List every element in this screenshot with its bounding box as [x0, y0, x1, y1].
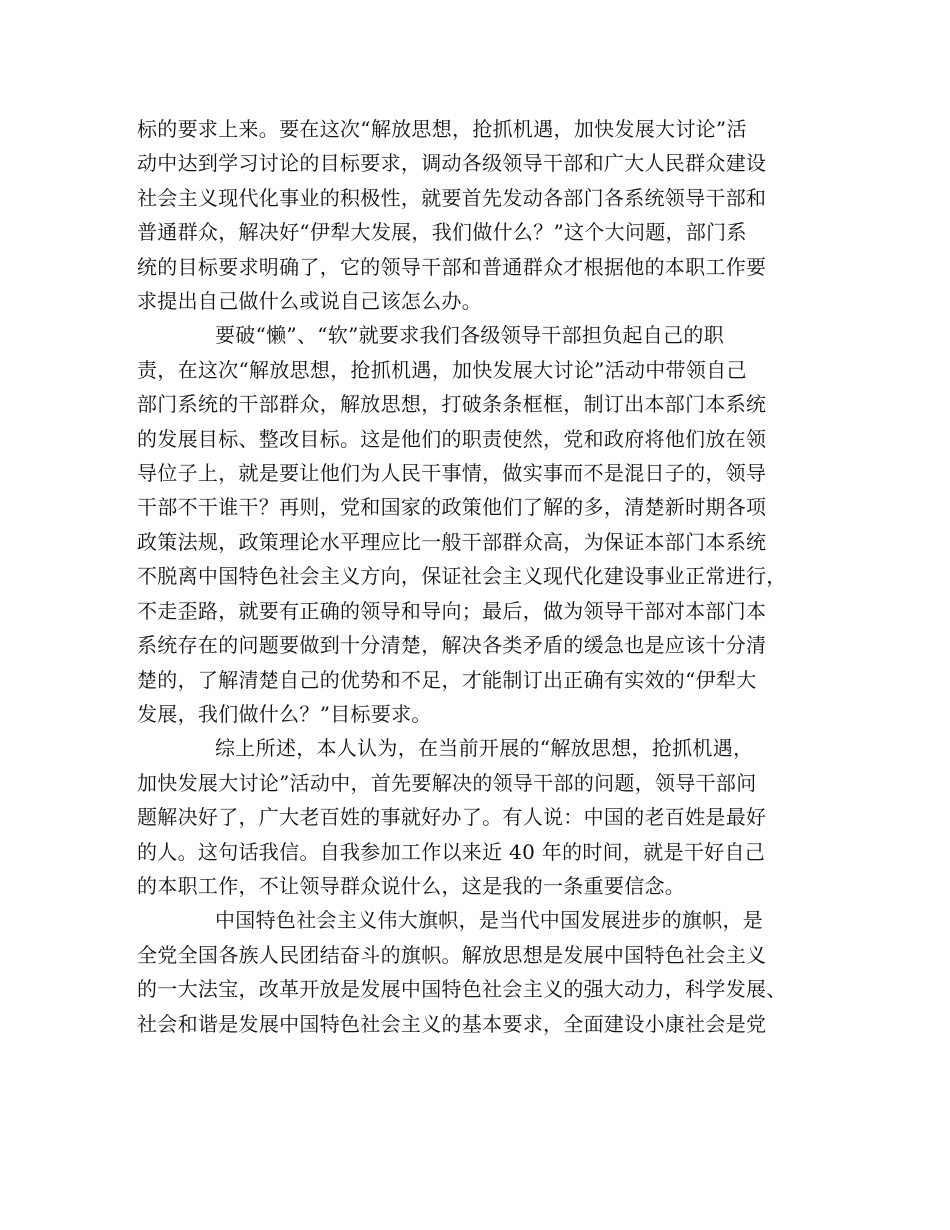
text-line: 楚的，了解清楚自己的优势和不足，才能制订出正确有实效的“伊犁大	[137, 667, 757, 692]
text-line: 动中达到学习讨论的目标要求，调动各级领导干部和广大人民群众建设	[137, 151, 767, 176]
text-line: 统的目标要求明确了，它的领导干部和普通群众才根据他的本职工作要	[137, 254, 767, 279]
text-line: 普通群众，解决好“伊犁大发展，我们做什么？”这个大问题，部门系	[137, 220, 747, 245]
text-line: 的本职工作，不让领导群众说什么，这是我的一条重要信念。	[137, 873, 686, 898]
text-line: 的发展目标、整改目标。这是他们的职责使然，党和政府将他们放在领	[137, 426, 767, 451]
text-line: 题解决好了，广大老百姓的事就好办了。有人说：中国的老百姓是最好	[137, 805, 767, 830]
text-line: 的人。这句话我信。自我参加工作以来近 40 年的时间，就是干好自己	[137, 839, 766, 864]
text-line: 部门系统的干部群众，解放思想，打破条条框框，制订出本部门本系统	[137, 392, 767, 417]
text-line: 的一大法宝，改革开放是发展中国特色社会主义的强大动力，科学发展、	[137, 977, 787, 1002]
text-line: 发展，我们做什么？”目标要求。	[137, 701, 432, 726]
text-line: 导位子上，就是要让他们为人民干事情，做实事而不是混日子的，领导	[137, 461, 767, 486]
document-body	[137, 112, 817, 1041]
text-line: 干部不干谁干？再则，党和国家的政策他们了解的多，清楚新时期各项	[137, 495, 767, 520]
text-line: 不走歪路，就要有正确的领导和导向；最后，做为领导干部对本部门本	[137, 598, 767, 623]
text-line: 标的要求上来。要在这次“解放思想，抢抓机遇，加快发展大讨论”活	[137, 117, 747, 141]
text-line: 政策法规，政策理论水平理应比一般干部群众高，为保证本部门本系统	[137, 529, 767, 554]
paragraph-1	[137, 112, 817, 318]
text-line: 社会和谐是发展中国特色社会主义的基本要求，全面建设小康社会是党	[137, 1011, 767, 1036]
text-line: 要破“懒”、“软”就要求我们各级领导干部担负起自己的职	[215, 323, 724, 348]
text-line: 求提出自己做什么或说自己该怎么办。	[137, 289, 483, 314]
text-line: 加快发展大讨论”活动中，首先要解决的领导干部的问题，领导干部问	[137, 770, 757, 795]
text-line: 全党全国各族人民团结奋斗的旗帜。解放思想是发展中国特色社会主义	[137, 942, 767, 967]
paragraph-3	[137, 731, 817, 903]
text-line: 系统存在的问题要做到十分清楚，解决各类矛盾的缓急也是应该十分清	[137, 633, 767, 658]
text-line: 社会主义现代化事业的积极性，就要首先发动各部门各系统领导干部和	[137, 185, 767, 210]
paragraph-2	[137, 318, 817, 731]
text-line: 不脱离中国特色社会主义方向，保证社会主义现代化建设事业正常进行，	[137, 564, 787, 589]
text-line: 责，在这次“解放思想，抢抓机遇，加快发展大讨论”活动中带领自己	[137, 357, 747, 382]
paragraph-4	[137, 903, 817, 1041]
text-line: 中国特色社会主义伟大旗帜，是当代中国发展进步的旗帜，是	[215, 908, 764, 933]
text-line: 综上所述，本人认为，在当前开展的“解放思想，抢抓机遇，	[215, 736, 754, 761]
